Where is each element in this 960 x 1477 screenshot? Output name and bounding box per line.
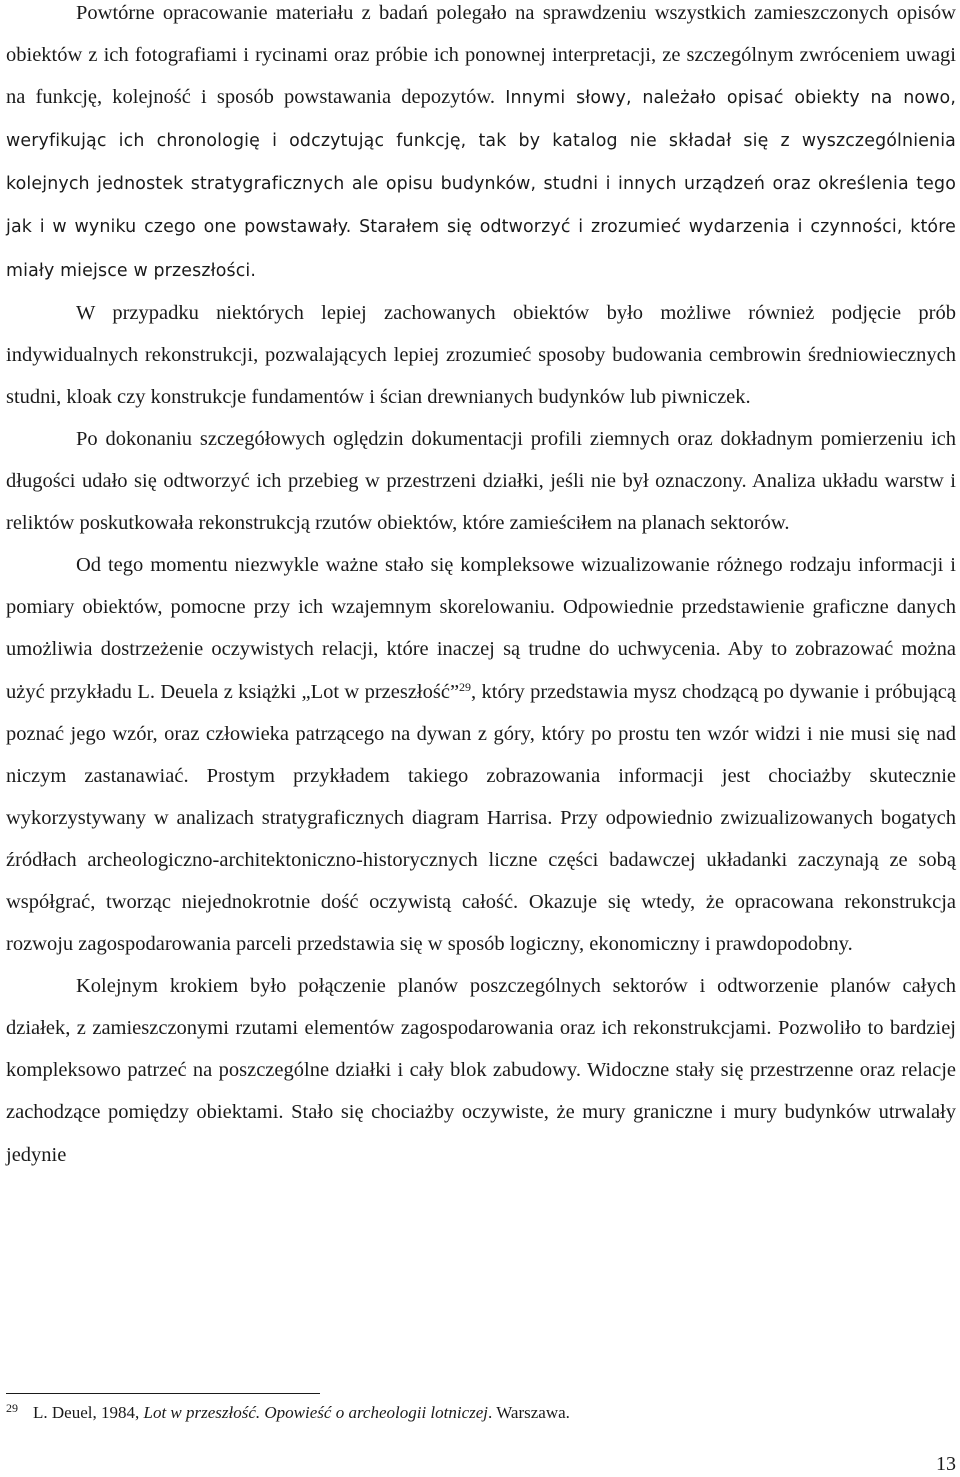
footnote-place: . Warszawa. <box>488 1403 570 1422</box>
page-number: 13 <box>936 1453 956 1475</box>
paragraph-1-part-b: Innymi słowy, należało opisać obiekty na nowo, weryfikując ich chronologię i odczytując funkcję, tak by katalog nie składał się z wyszczególnienia kolejnych jednostek stratygraficznych ale opisu budynków, studni i innych urządzeń oraz określenia tego jak i w wyniku czego one powstawały. Starałem się odtworzyć i zrozumieć wydarzenia i czynności, które miały miejsce w przeszłości. <box>6 88 957 281</box>
footnote-author: L. Deuel, 1984, <box>33 1403 140 1422</box>
paragraph-5: Kolejnym krokiem było połączenie planów poszczególnych sektorów i odtworzenie planów całych działek, z zamieszczonymi rzutami elementów zagospodarowania oraz ich rekonstrukcjami. Pozwoliło to bardziej kompleksowo patrzeć na poszczególne działki i cały blok zabudowy. Widoczne stały się przestrzenne oraz relacje zachodzące pomiędzy obiektami. Stało się chociażby oczywiste, że mury graniczne i mury budynków utrwalały jedynie <box>6 975 956 1166</box>
footnote-reference[interactable]: 29 <box>459 679 472 694</box>
paragraph-4-part-b: , który przedstawia mysz chodzącą po dywanie i próbującą poznać jego wzór, oraz człowieka patrzącego na dywan z góry, który po prostu ten wzór widzi i nie musi się nad niczym zastanawiać. Prostym przykładem takiego zobrazowania informacji jest chociażby skutecznie wykorzystywany w analizach stratygraficznych diagram Harrisa. Przy odpowiednio zwizualizowanych bogatych źródłach archeologiczno-architektoniczno-historycznych liczne części badawczej układanki zaczynają ze sobą współgrać, tworząc niejednokrotnie dość oczywistą całość. Okazuje się wtedy, że opracowana rekonstrukcja rozwoju zagospodarowania parceli przedstawia się w sposób logiczny, ekonomiczny i prawdopodobny. <box>6 680 956 956</box>
footnote-title: Lot w przeszłość. Opowieść o archeologii lotniczej <box>143 1403 489 1422</box>
paragraph-3: Po dokonaniu szczegółowych oględzin dokumentacji profili ziemnych oraz dokładnym pomierzeniu ich długości udało się odtworzyć ich przebieg w przestrzeni działki, jeśli nie był oznaczony. Analiza układu warstw i reliktów poskutkowała rekonstrukcją rzutów obiektów, które zamieściłem na planach sektorów. <box>6 427 956 535</box>
footnote-separator <box>6 1393 320 1394</box>
document-body <box>6 0 956 1176</box>
paragraph-4 <box>6 544 956 965</box>
paragraph-4-part-a: Od tego momentu niezwykle ważne stało się kompleksowe wizualizowanie różnego rodzaju informacji i pomiary obiektów, pomocne przy ich wzajemnym skorelowaniu. Odpowiednie przedstawienie graficzne danych umożliwia dostrzeżenie oczywistych relacji, które inaczej są trudne do uchwycenia. Aby to zobrazować można użyć przykładu L. Deuela z książki „Lot w przeszłość” <box>6 554 956 703</box>
paragraph-1 <box>6 0 956 292</box>
paragraph-1-part-a: Powtórne opracowanie materiału z badań polegało na sprawdzeniu wszystkich zamieszczonych opisów obiektów z ich fotografiami i rycinami oraz próbie ich ponownej interpretacji, ze szczególnym zwróceniem uwagi na funkcję, kolejność i sposób powstawania depozytów. <box>6 2 956 109</box>
footnote: 29 L. Deuel, 1984, Lot w przeszłość. Opowieść o archeologii lotniczej. Warszawa. <box>6 1401 570 1422</box>
paragraph-2: W przypadku niektórych lepiej zachowanych obiektów było możliwe również podjęcie prób indywidualnych rekonstrukcji, pozwalających lepiej zrozumieć sposoby budowania cembrowin średniowiecznych studni, kloak czy konstrukcje fundamentów i ścian drewnianych budynków lub piwniczek. <box>6 301 956 408</box>
